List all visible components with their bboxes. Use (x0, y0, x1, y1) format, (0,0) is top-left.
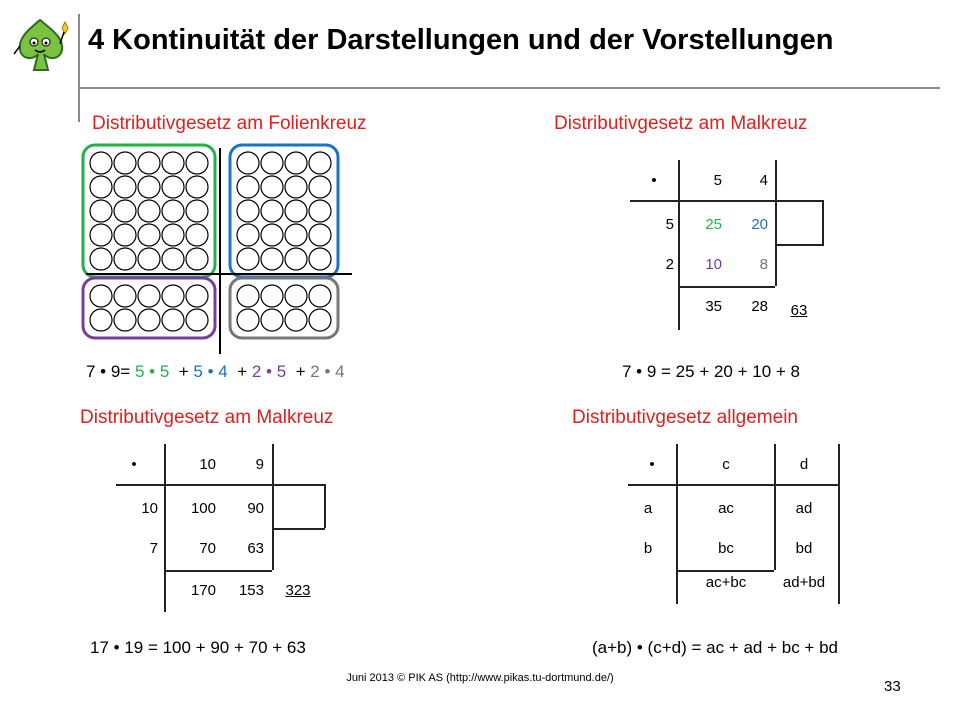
dot-green (90, 248, 112, 270)
dot-blue (309, 176, 331, 198)
dot-blue (261, 200, 283, 222)
eq-term-blue: 5 • 4 (193, 362, 228, 381)
cell-1-1: 100 (190, 500, 216, 517)
dot-green (138, 152, 160, 174)
heading-malkreuz-1: Distributivgesetz am Malkreuz (554, 113, 808, 134)
eq-term-green: 5 • 5 (134, 362, 170, 381)
dot-green (186, 224, 208, 246)
cell-2-1: bc (718, 540, 734, 557)
sum-col-1: 170 (190, 582, 216, 599)
folienkreuz-figure (80, 140, 360, 360)
dot-green (186, 200, 208, 222)
table-horizontal-line (630, 200, 822, 202)
table-outer-h-line (273, 528, 325, 530)
total: 323 (285, 582, 311, 599)
dot-purple (90, 285, 112, 307)
dot-gray (285, 309, 307, 331)
dot-green (114, 248, 136, 270)
col-header-2: d (799, 456, 809, 473)
eq-lhs: 7 • 9= (86, 362, 131, 381)
cell-1-2: ad (795, 500, 813, 517)
dot-blue (237, 248, 259, 270)
row-label-1: 5 (665, 216, 674, 233)
dot-purple (138, 285, 160, 307)
dot-blue (309, 224, 331, 246)
dot-gray (261, 285, 283, 307)
dot-purple (186, 285, 208, 307)
dot-blue (285, 176, 307, 198)
col-header-1: 10 (199, 456, 216, 473)
dot-purple (114, 285, 136, 307)
dot-blue (237, 200, 259, 222)
row-label-1: a (643, 500, 653, 517)
dot-blue (237, 152, 259, 174)
dot-purple (90, 309, 112, 331)
table-vertical-line (164, 444, 166, 612)
dot-purple (162, 309, 184, 331)
table-sum-column-line (775, 160, 777, 286)
row-label-2: 7 (149, 540, 158, 557)
dot-blue (285, 224, 307, 246)
dot-blue (261, 176, 283, 198)
eq-plus-3: + (295, 362, 306, 381)
dot-green (162, 176, 184, 198)
dot-green (138, 200, 160, 222)
dot-green (114, 152, 136, 174)
dot-green (138, 224, 160, 246)
dot-blue (237, 224, 259, 246)
dot-blue (309, 248, 331, 270)
dot-purple (162, 285, 184, 307)
table-outer-h-line (776, 244, 824, 246)
dot-purple (114, 309, 136, 331)
row-label-1: 10 (141, 500, 158, 517)
heading-allgemein: Distributivgesetz allgemein (572, 407, 798, 428)
cell-2-1: 70 (199, 540, 216, 557)
equation-allgemein: (a+b) • (c+d) = ac + ad + bc + bd (592, 638, 838, 657)
dot-green (186, 176, 208, 198)
table-sum-row-line (676, 570, 774, 572)
heading-malkreuz-2: Distributivgesetz am Malkreuz (80, 407, 334, 428)
equation-malkreuz-1: 7 • 9 = 25 + 20 + 10 + 8 (622, 362, 800, 381)
dot-green (114, 224, 136, 246)
table-sum-column-line (272, 444, 274, 570)
dot-green (114, 200, 136, 222)
general-table (628, 444, 858, 614)
dot-blue (309, 152, 331, 174)
dot-gray (261, 309, 283, 331)
table-sum-row-line (164, 570, 272, 572)
pikas-logo (10, 14, 70, 76)
total: 63 (790, 302, 808, 319)
equation-malkreuz-2: 17 • 19 = 100 + 90 + 70 + 63 (90, 638, 306, 657)
dot-blue (285, 248, 307, 270)
dot-blue (285, 200, 307, 222)
col-header-1: 5 (713, 172, 722, 189)
cell-1-1: 25 (705, 216, 722, 233)
malkreuz-table-1 (630, 160, 830, 330)
dot-green (162, 248, 184, 270)
dot-purple (138, 309, 160, 331)
cell-2-2: bd (795, 540, 813, 557)
table-horizontal-line (116, 484, 326, 486)
cell-1-2: 20 (751, 216, 768, 233)
eq-plus-1: + (178, 362, 189, 381)
dot-green (162, 224, 184, 246)
cell-2-2: 63 (247, 540, 264, 557)
col-header-2: 4 (759, 172, 768, 189)
dot-purple (186, 309, 208, 331)
col-header-1: c (722, 456, 730, 473)
dot-green (138, 176, 160, 198)
dot-green (186, 152, 208, 174)
cell-1-2: 90 (247, 500, 264, 517)
dot-green (90, 176, 112, 198)
dot-blue (261, 224, 283, 246)
dot-blue (261, 152, 283, 174)
dot-gray (237, 285, 259, 307)
footer-credit: Juni 2013 © PIK AS (http://www.pikas.tu-dortmund.de/) (346, 672, 614, 684)
cell-2-1: 10 (705, 256, 722, 273)
equation-folienkreuz (86, 362, 345, 382)
row-label-2: b (643, 540, 653, 557)
table-operator: • (131, 456, 137, 473)
table-outer-v-line (822, 200, 824, 244)
eq-plus-2: + (237, 362, 248, 381)
dot-green (114, 176, 136, 198)
table-sum-row-line (678, 286, 775, 288)
title-vertical-rule (78, 14, 80, 122)
dot-green (138, 248, 160, 270)
table-operator: • (649, 456, 655, 473)
dot-blue (237, 176, 259, 198)
malkreuz-table-2 (116, 444, 336, 614)
dot-blue (309, 200, 331, 222)
sum-col-1: 35 (705, 298, 722, 315)
col-header-2: 9 (255, 456, 264, 473)
cell-1-1: ac (718, 500, 734, 517)
dot-green (162, 200, 184, 222)
dot-gray (309, 285, 331, 307)
heading-folienkreuz: Distributivgesetz am Folienkreuz (92, 113, 367, 134)
dot-blue (285, 152, 307, 174)
dot-green (90, 224, 112, 246)
dot-green (186, 248, 208, 270)
table-vertical-line (678, 160, 680, 330)
sum-col-1: ac+bc (705, 574, 747, 591)
sum-col-2: ad+bd (782, 574, 826, 591)
dot-green (90, 200, 112, 222)
table-horizontal-line (628, 484, 840, 486)
page-title: 4 Kontinuität der Darstellungen und der Vorstellungen (88, 24, 834, 56)
page-number: 33 (884, 678, 901, 695)
dot-gray (237, 309, 259, 331)
dot-blue (261, 248, 283, 270)
eq-term-purple: 2 • 5 (251, 362, 287, 381)
cell-2-2: 8 (759, 256, 768, 273)
title-horizontal-rule (78, 87, 940, 89)
dot-green (90, 152, 112, 174)
row-label-2: 2 (665, 256, 674, 273)
dot-green (162, 152, 184, 174)
table-outer-v-line (324, 484, 326, 528)
dot-gray (309, 309, 331, 331)
table-operator: • (651, 172, 657, 189)
sum-col-2: 28 (751, 298, 768, 315)
eq-term-gray: 2 • 4 (310, 362, 345, 381)
sum-col-2: 153 (238, 582, 264, 599)
dot-gray (285, 285, 307, 307)
table-vertical-line (676, 444, 678, 604)
